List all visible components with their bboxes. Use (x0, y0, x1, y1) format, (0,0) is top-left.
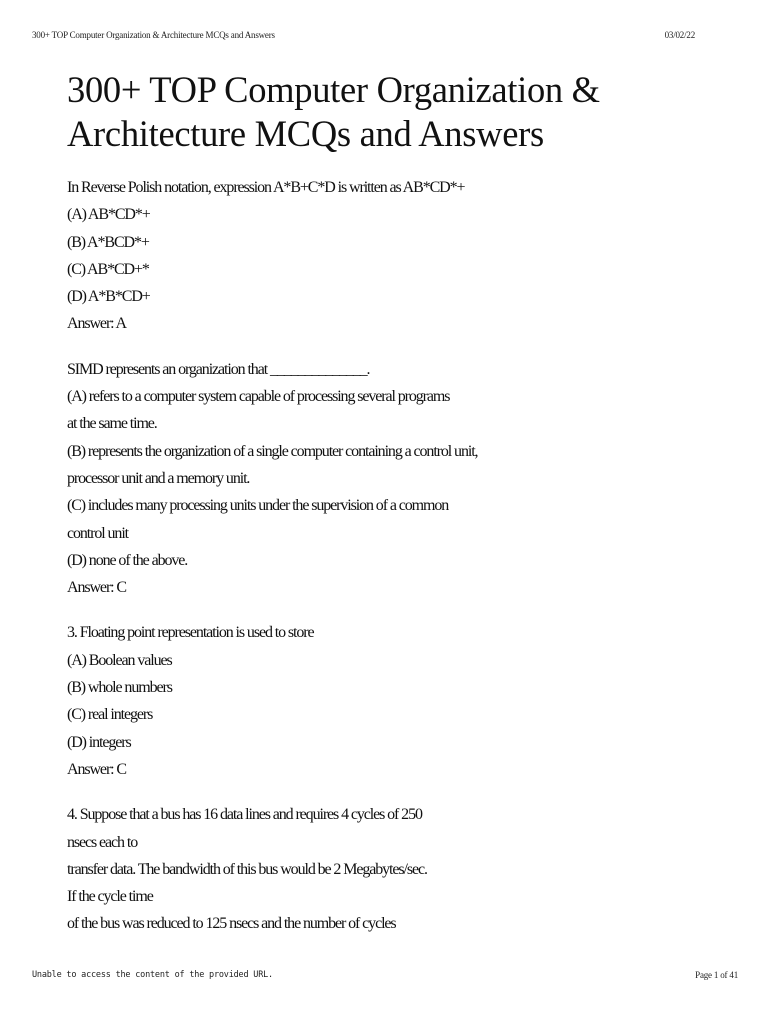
question-text-line: (C) AB*CD+* (67, 260, 149, 278)
question-text-line: Answer: C (67, 579, 126, 597)
question-text-line: Answer: C (67, 760, 126, 778)
question-text-line: (A) refers to a computer system capable of processing several programs (67, 388, 450, 406)
footer-note: Unable to access the content of the provided URL. (32, 970, 273, 980)
question-text-line: processor unit and a memory unit. (67, 469, 250, 487)
question-text-line: (A) AB*CD*+ (67, 206, 150, 224)
header-document-title: 300+ TOP Computer Organization & Architecture MCQs and Answers (32, 30, 275, 40)
question-text-line: (D) none of the above. (67, 551, 188, 569)
question-list (67, 174, 527, 956)
header-date: 03/02/22 (664, 30, 695, 40)
question-text-line: (B) represents the organization of a single computer containing a control unit, (67, 442, 478, 460)
question-block (67, 356, 527, 602)
question-text-line: (C) real integers (67, 706, 153, 724)
question-block (67, 619, 527, 783)
question-text-line: control unit (67, 524, 129, 542)
page-title-line-1: 300+ TOP Computer Organization & (67, 69, 600, 110)
question-text-line: (B) whole numbers (67, 679, 172, 697)
page-title (67, 68, 707, 156)
page-title-line-2: Architecture MCQs and Answers (67, 113, 544, 154)
question-text-line: transfer data. The bandwidth of this bus would be 2 Megabytes/sec. (67, 860, 427, 878)
question-text-line: 4. Suppose that a bus has 16 data lines and requires 4 cycles of 250 (67, 806, 422, 824)
question-block (67, 174, 527, 338)
question-text-line: In Reverse Polish notation, expression A*B+C*D is written as AB*CD*+ (67, 179, 465, 196)
question-text-line: (D) integers (67, 733, 131, 751)
question-text-line: nsecs each to (67, 833, 138, 851)
question-text-line: (D) A*B*CD+ (67, 288, 150, 306)
question-text-line: (A) Boolean values (67, 651, 172, 669)
question-block (67, 801, 527, 937)
question-text-line: SIMD represents an organization that ______________. (67, 360, 370, 378)
question-text-line: (B) A*BCD*+ (67, 233, 149, 251)
question-text-line: of the bus was reduced to 125 nsecs and the number of cycles (67, 915, 396, 933)
question-text-line: If the cycle time (67, 888, 153, 906)
question-text-line: 3. Floating point representation is used to store (67, 624, 314, 642)
page-indicator: Page 1 of 41 (695, 970, 738, 980)
question-text-line: Answer: A (67, 315, 126, 333)
question-text-line: (C) includes many processing units under the supervision of a common (67, 497, 449, 515)
question-text-line: at the same time. (67, 415, 157, 433)
